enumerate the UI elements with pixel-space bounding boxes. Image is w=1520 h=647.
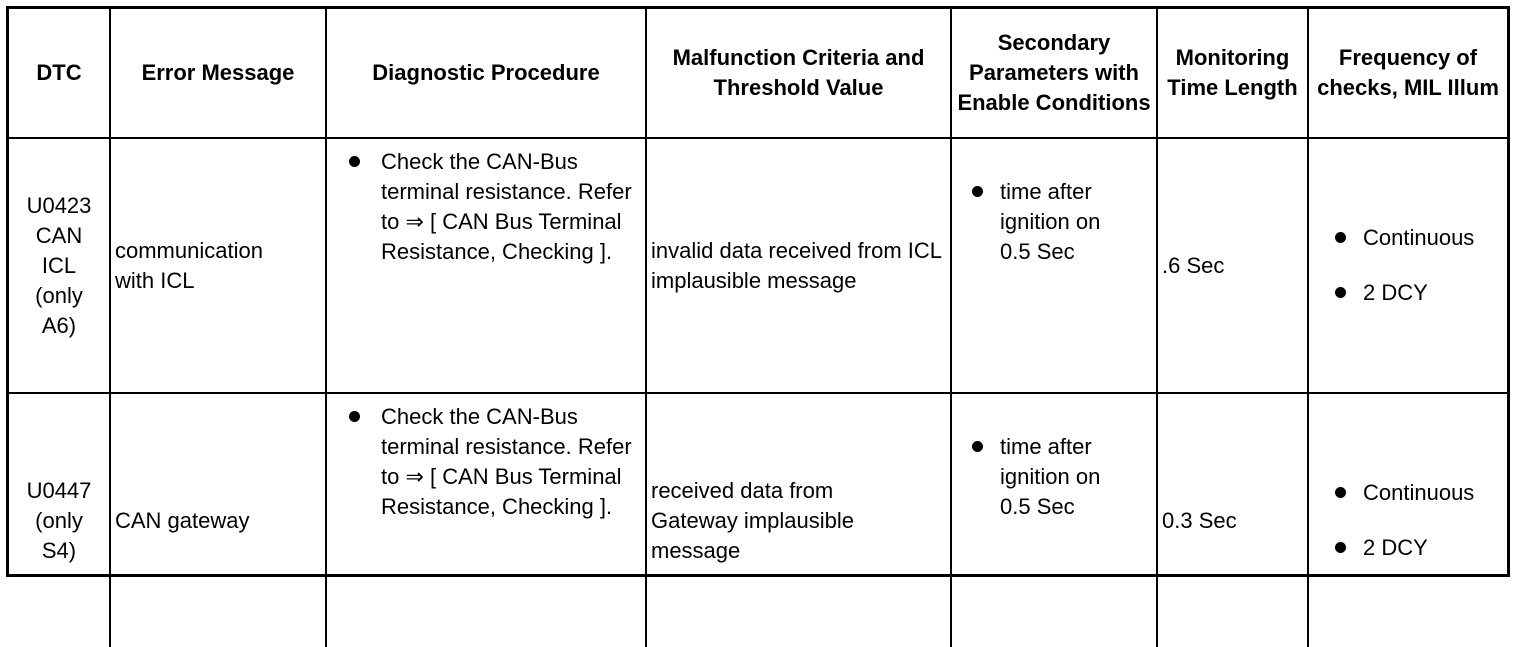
header-malfunction-criteria: Malfunction Criteria and Threshold Value <box>646 9 951 138</box>
header-row <box>9 9 1507 138</box>
bullet-icon <box>349 156 360 167</box>
malfunction-criteria: invalid data received from ICL implausible message <box>646 138 951 393</box>
frequency-value: 2 DCY <box>1363 280 1428 305</box>
diagnostic-procedure-cell <box>326 393 646 647</box>
table-row <box>9 393 1507 647</box>
error-message: CAN gateway <box>110 393 326 647</box>
bullet-icon <box>349 411 360 422</box>
error-message: communication with ICL <box>110 138 326 393</box>
bullet-icon <box>1335 232 1346 243</box>
frequency-value: 2 DCY <box>1363 535 1428 560</box>
secondary-parameters: time after ignition on 0.5 Sec <box>1000 434 1101 519</box>
header-monitoring-time: Monitoring Time Length <box>1157 9 1308 138</box>
list-item <box>331 147 641 267</box>
monitoring-time: 0.3 Sec <box>1157 393 1308 647</box>
dtc-code: U0423 CAN ICL (only A6) <box>9 138 110 393</box>
table-row <box>9 138 1507 393</box>
diagnostic-procedure-cell <box>326 138 646 393</box>
monitoring-time: .6 Sec <box>1157 138 1308 393</box>
list-item <box>1313 223 1503 253</box>
header-diagnostic-procedure: Diagnostic Procedure <box>326 9 646 138</box>
dtc-table <box>9 9 1507 647</box>
bullet-icon <box>972 186 983 197</box>
frequency-cell <box>1308 138 1507 393</box>
frequency-value: Continuous <box>1363 225 1475 250</box>
dtc-code: U0447 (only S4) <box>9 393 110 647</box>
bullet-icon <box>972 441 983 452</box>
frequency-cell <box>1308 393 1507 647</box>
malfunction-criteria: received data from Gateway implausible message <box>646 393 951 647</box>
bullet-icon <box>1335 287 1346 298</box>
secondary-parameters-cell <box>951 393 1157 647</box>
bullet-icon <box>1335 542 1346 553</box>
diagnostic-procedure: Check the CAN-Bus terminal resistance. Refer to ⇒ [ CAN Bus Terminal Resistance, Checking ]. <box>381 404 632 519</box>
header-frequency: Frequency of checks, MIL Illum <box>1308 9 1507 138</box>
header-error-message: Error Message <box>110 9 326 138</box>
list-item <box>1313 533 1503 563</box>
header-secondary-parameters: Secondary Parameters with Enable Conditions <box>951 9 1157 138</box>
secondary-parameters-cell <box>951 138 1157 393</box>
list-item <box>956 432 1152 522</box>
bullet-icon <box>1335 487 1346 498</box>
list-item <box>1313 278 1503 308</box>
frequency-value: Continuous <box>1363 480 1475 505</box>
list-item <box>956 177 1152 267</box>
list-item <box>1313 478 1503 508</box>
diagnostic-procedure: Check the CAN-Bus terminal resistance. Refer to ⇒ [ CAN Bus Terminal Resistance, Checking ]. <box>381 149 632 264</box>
list-item <box>331 402 641 522</box>
secondary-parameters: time after ignition on 0.5 Sec <box>1000 179 1101 264</box>
dtc-table-frame <box>6 6 1510 577</box>
header-dtc: DTC <box>9 9 110 138</box>
